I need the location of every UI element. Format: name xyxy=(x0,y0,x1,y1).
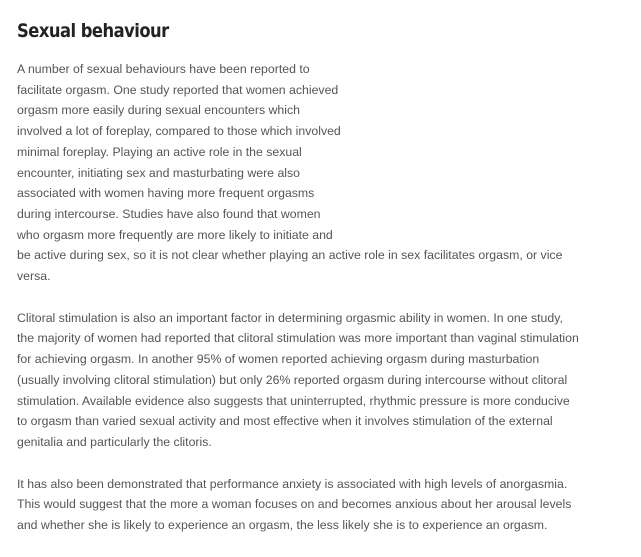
article-section xyxy=(17,18,629,557)
text-line: involved a lot of foreplay, compared to those which involved xyxy=(17,124,341,139)
text-line: It has also been demonstrated that performance anxiety is associated with high levels of anorgasmia. xyxy=(17,476,568,491)
text-line: genitalia and particularly the clitoris. xyxy=(17,434,212,449)
text-line: during intercourse. Studies have also found that women xyxy=(17,206,321,221)
text-line: stimulation. Available evidence also suggests that uninterrupted, rhythmic pressure is more conducive xyxy=(17,393,570,408)
text-line: for achieving orgasm. In another 95% of women reported achieving orgasm during masturbation xyxy=(17,352,540,367)
text-line: facilitate orgasm. One study reported that women achieved xyxy=(17,82,339,97)
text-line: encounter, initiating sex and masturbating were also xyxy=(17,165,300,180)
text-line: (usually involving clitoral stimulation) but only 26% reported orgasm during intercourse without clitoral xyxy=(17,372,568,387)
text-line: Clitoral stimulation is also an important factor in determining orgasmic ability in women. In one study, xyxy=(17,310,563,325)
blank-ad-space xyxy=(369,57,629,223)
text-line: to orgasm than varied sexual activity and most effective when it involves stimulation of the external xyxy=(17,414,553,429)
text-line: A number of sexual behaviours have been reported to xyxy=(17,62,310,76)
text-line: versa. xyxy=(17,269,51,284)
text-line: This would suggest that the more a woman focuses on and becomes anxious about her arousal levels xyxy=(17,497,572,512)
paragraph-performance-anxiety xyxy=(17,474,629,536)
section-heading: Sexual behaviour xyxy=(17,20,169,42)
text-line: orgasm more easily during sexual encounters which xyxy=(17,103,300,118)
paragraph-clitoral-stimulation xyxy=(17,308,629,453)
text-line: who orgasm more frequently are more likely to initiate and xyxy=(17,227,333,242)
text-line: associated with women having more frequent orgasms xyxy=(17,186,315,201)
text-line: and whether she is likely to experience an orgasm, the less likely she is to experience an orgasm. xyxy=(17,518,548,533)
text-line: the majority of women had reported that clitoral stimulation was more important than vaginal stimulation xyxy=(17,331,579,346)
text-line: be active during sex, so it is not clear whether playing an active role in sex facilitates orgasm, or vice xyxy=(17,248,563,263)
paragraph-foreplay xyxy=(17,59,629,287)
text-line: minimal foreplay. Playing an active role in the sexual xyxy=(17,144,302,159)
